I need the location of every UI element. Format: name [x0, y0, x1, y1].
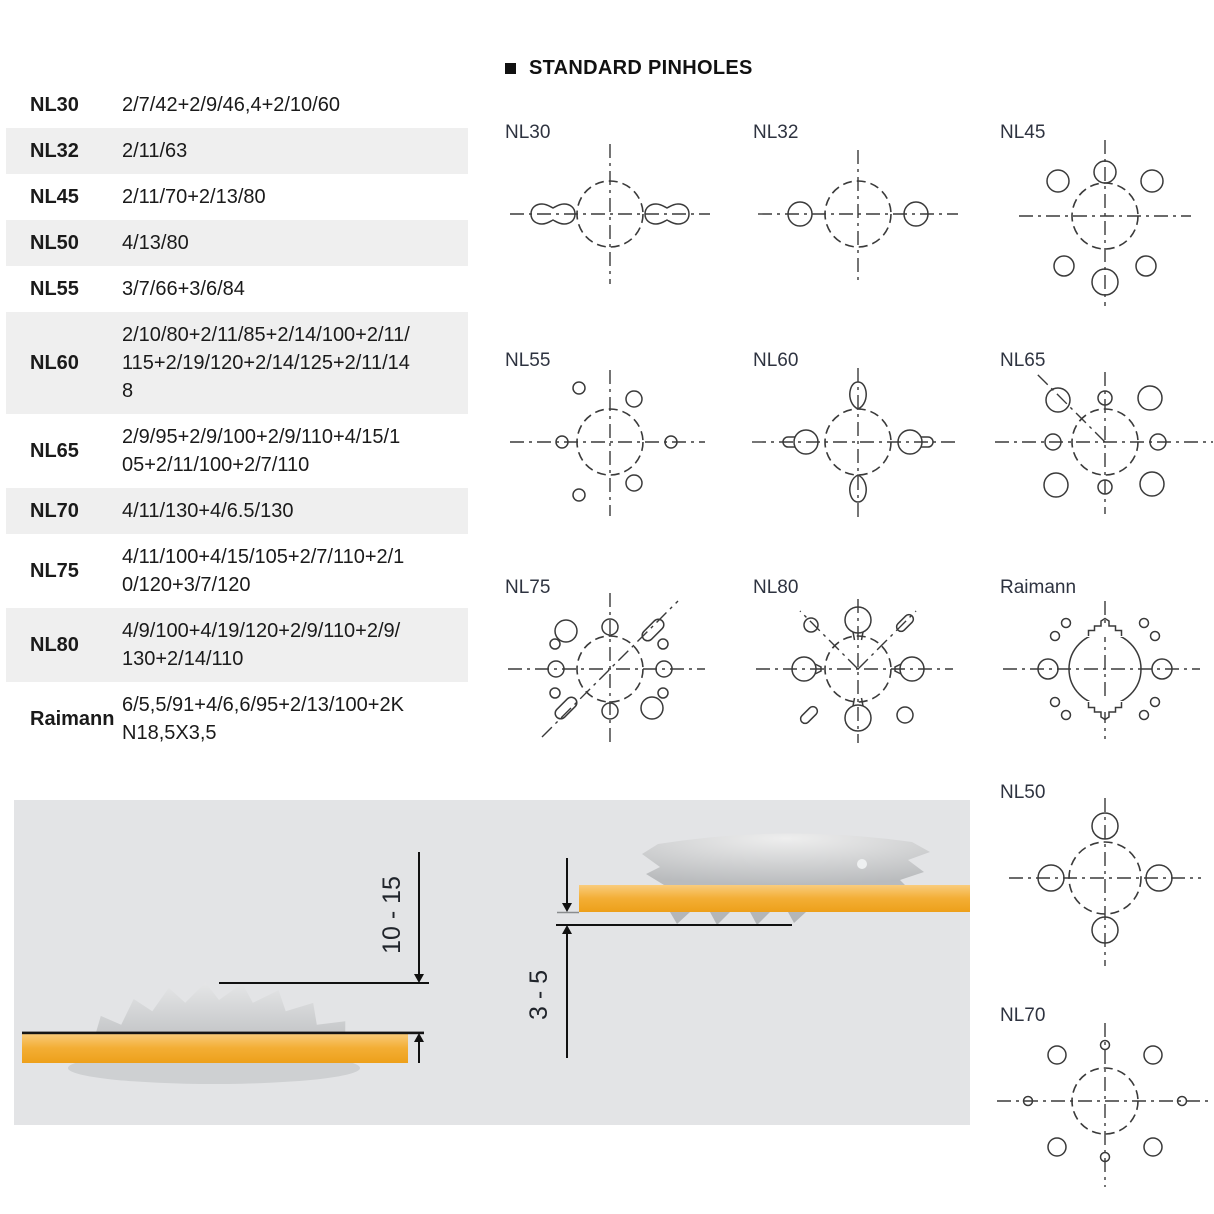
table-row [6, 312, 468, 414]
section-title-text: STANDARD PINHOLES [529, 57, 753, 79]
table-row [6, 682, 468, 756]
pinhole-values: 2/11/63 [122, 140, 188, 162]
pinhole-drawing [995, 364, 1214, 549]
pinhole-diagram-nl80 [748, 577, 988, 782]
diagram-label: NL50 [1000, 782, 1046, 803]
diagram-label: NL45 [1000, 122, 1046, 143]
table-row [6, 534, 468, 608]
diagram-label: NL70 [1000, 1005, 1046, 1026]
table-row [6, 174, 468, 220]
pinhole-code: NL70 [30, 500, 79, 522]
pinhole-drawing [500, 591, 740, 781]
pinhole-values: 3/7/66+3/6/84 [122, 278, 245, 300]
pinhole-diagram-raimann [995, 577, 1214, 782]
pinhole-code: NL60 [30, 352, 79, 374]
pinhole-drawing [748, 591, 988, 781]
pinhole-drawing [995, 591, 1214, 781]
pinhole-values: 4/11/130+4/6.5/130 [122, 500, 294, 522]
diagram-label: NL55 [505, 350, 551, 371]
pinhole-values: 2/7/42+2/9/46,4+2/10/60 [122, 94, 340, 116]
diagram-label: NL65 [1000, 350, 1046, 371]
pinhole-diagram-nl60 [748, 350, 988, 555]
diagram-label: NL30 [505, 122, 551, 143]
pinhole-values: 4/13/80 [122, 232, 189, 254]
pinhole-drawing [748, 136, 988, 321]
pinhole-drawing [995, 1019, 1214, 1214]
square-bullet-icon [505, 63, 516, 74]
pinhole-values: 2/11/70+2/13/80 [122, 186, 266, 208]
mounting-depth-panel [14, 800, 970, 1125]
table-row [6, 488, 468, 534]
table-row [6, 608, 468, 682]
pinhole-code: NL30 [30, 94, 79, 116]
dimension-below: 3 - 5 [525, 969, 553, 1021]
pinhole-code: NL65 [30, 440, 79, 462]
pinhole-diagram-nl45 [995, 122, 1214, 327]
saw-blade-body [642, 833, 930, 885]
pinhole-diagram-nl30 [500, 122, 740, 327]
pinhole-diagram-nl65 [995, 350, 1214, 555]
diagram-label: NL80 [753, 577, 799, 598]
blade-above-board-figure [22, 852, 429, 1084]
pinhole-diagram-nl50 [995, 782, 1214, 987]
table-row [6, 220, 468, 266]
pinhole-diagram-nl32 [748, 122, 988, 327]
table-row [6, 82, 468, 128]
pinhole-code: NL32 [30, 140, 79, 162]
pinhole-drawing [500, 136, 740, 321]
pinhole-values: 6/5,5/91+4/6,6/95+2/13/100+2KN18,5X3,5 [122, 694, 404, 744]
pinhole-diagram-nl75 [500, 577, 740, 782]
pinhole-code: NL55 [30, 278, 79, 300]
pinhole-diagram-nl70 [995, 1005, 1214, 1210]
pinhole-code: Raimann [30, 708, 115, 730]
mounting-depth-drawing [14, 800, 970, 1125]
pinhole-drawing [995, 136, 1214, 326]
pinhole-spec-table [6, 82, 468, 756]
table-row [6, 266, 468, 312]
pinhole-values: 2/9/95+2/9/100+2/9/110+4/15/105+2/11/100+2/7/110 [122, 426, 401, 476]
table-row [6, 414, 468, 488]
table-row [6, 128, 468, 174]
pinhole-diagram-nl55 [500, 350, 740, 555]
blade-below-board-figure [525, 833, 970, 1058]
dimension-above: 10 - 15 [378, 876, 406, 954]
pinhole-code: NL80 [30, 634, 79, 656]
pinhole-values: 4/9/100+4/19/120+2/9/110+2/9/130+2/14/110 [122, 620, 401, 670]
diagram-label: NL75 [505, 577, 551, 598]
saw-blade-teeth [670, 912, 806, 925]
wood-board [22, 1033, 408, 1063]
wood-board [579, 885, 970, 912]
section-title [505, 57, 753, 80]
pinhole-drawing [500, 364, 740, 549]
pinhole-values: 4/11/100+4/15/105+2/7/110+2/10/120+3/7/120 [122, 546, 405, 596]
pinhole-values: 2/10/80+2/11/85+2/14/100+2/11/115+2/19/120+2/14/125+2/11/148 [122, 324, 410, 402]
pinhole-drawing [748, 364, 988, 549]
pinhole-code: NL50 [30, 232, 79, 254]
diagram-label: NL32 [753, 122, 799, 143]
pinhole-code: NL45 [30, 186, 79, 208]
pinhole-drawing [995, 796, 1214, 991]
diagram-label: Raimann [1000, 577, 1077, 598]
diagram-label: NL60 [753, 350, 799, 371]
pinhole-code: NL75 [30, 560, 79, 582]
